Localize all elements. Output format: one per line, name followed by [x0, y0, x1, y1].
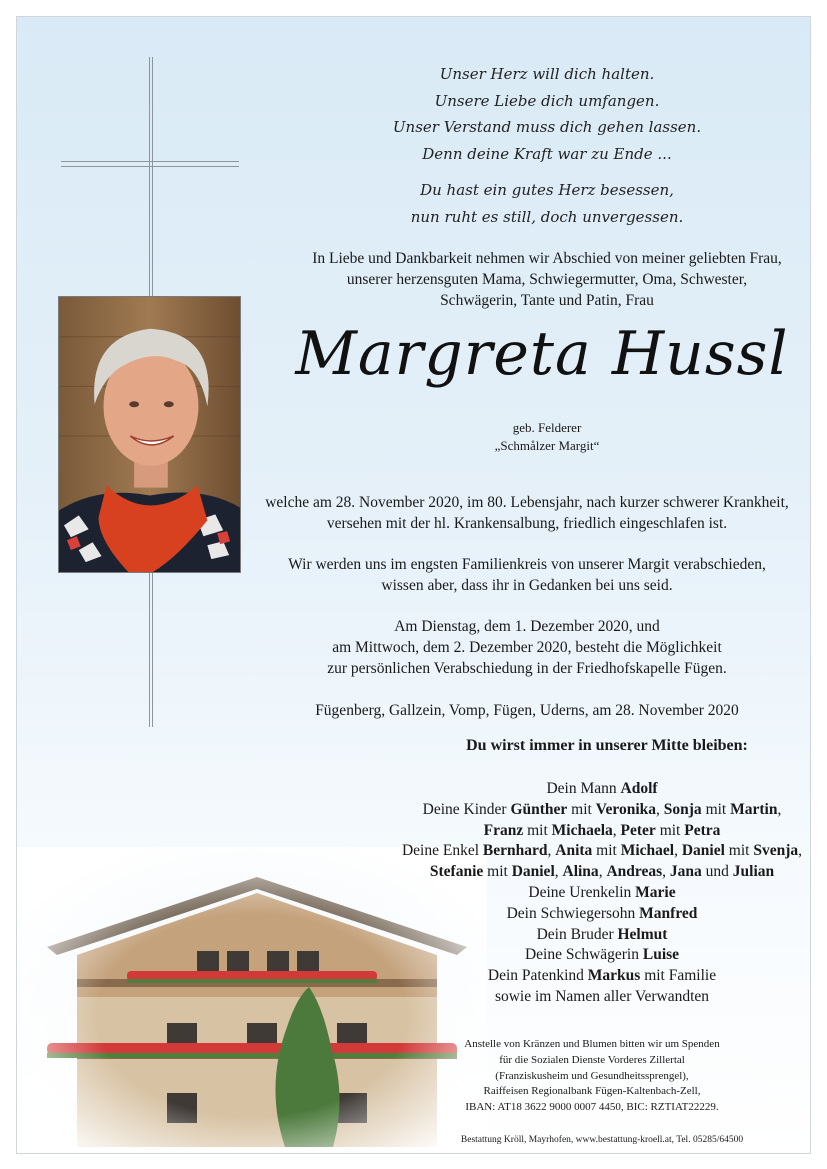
relation-text: Deine Enkel — [401, 842, 483, 860]
family-member-line — [382, 925, 811, 946]
relative-name: Martin — [730, 800, 778, 818]
family-member-line — [382, 862, 811, 883]
relation-text: mit — [483, 863, 512, 881]
relative-name: Petra — [684, 821, 721, 839]
funeral-home-footer: Bestattung Kröll, Mayrhofen, www.bestattung-kroell.at, Tel. 05285/64500 — [460, 1135, 744, 1145]
relative-name: Daniel — [511, 863, 555, 881]
relative-name: Franz — [483, 821, 524, 839]
relative-name: Luise — [642, 946, 680, 964]
intro-line: Schwägerin, Tante und Patin, Frau — [440, 292, 654, 309]
poem-line: nun ruht es still, doch unvergessen. — [410, 207, 684, 226]
family-member-line — [382, 841, 811, 862]
relative-name: Daniel — [681, 842, 725, 860]
memorial-poem — [317, 61, 777, 230]
birth-name: geb. Felderer — [512, 420, 582, 435]
birth-info — [417, 419, 677, 455]
relation-text: Deine Kinder — [422, 800, 511, 818]
relation-text: Dein Bruder — [536, 925, 618, 943]
death-notice-line: welche am 28. November 2020, im 80. Lebensjahr, nach kurzer schwerer Krankheit, — [265, 494, 789, 511]
relative-name: Michaela — [551, 821, 613, 839]
relative-name: Helmut — [617, 925, 668, 943]
relative-name: Adolf — [620, 780, 658, 797]
donation-line: Raiffeisen Regionalbank Fügen-Kaltenbach-Zell, — [483, 1085, 701, 1098]
relation-text: , — [798, 842, 802, 860]
relation-text: , — [547, 842, 556, 860]
relation-text: mit — [701, 800, 731, 818]
relation-text: , — [777, 800, 782, 818]
relative-name: Manfred — [639, 904, 698, 922]
family-member-line — [382, 800, 811, 821]
poem-line: Denn deine Kraft war zu Ende ... — [422, 144, 672, 163]
relative-name: Stefanie — [429, 863, 484, 881]
poem-line: Unser Herz will dich halten. — [439, 65, 655, 83]
relative-name: Markus — [587, 967, 641, 985]
relative-name: Veronika — [595, 800, 657, 818]
poem-line: Du hast ein gutes Herz besessen, — [420, 181, 674, 199]
viewing-line: zur persönlichen Verabschiedung in der Friedhofskapelle Fügen. — [327, 660, 727, 677]
death-notice — [257, 492, 797, 534]
relation-text: mit — [567, 800, 596, 818]
deceased-name: Margreta Hussl — [295, 319, 789, 389]
family-member-line — [382, 987, 811, 1008]
farewell-line: Wir werden uns im engsten Familienkreis von unserer Margit verabschieden, — [288, 556, 766, 573]
donation-line: (Franziskusheim und Gesundheitssprengel), — [495, 1069, 689, 1082]
obituary-card — [16, 16, 811, 1154]
donation-line: Anstelle von Kränzen und Blumen bitten wir um Spenden — [464, 1038, 720, 1050]
relation-text: , — [656, 800, 664, 818]
relation-text: Dein Schwiegersohn — [506, 904, 640, 922]
relative-name: Andreas — [606, 863, 663, 881]
relation-text: mit — [724, 842, 754, 860]
relative-name: Michael — [620, 842, 675, 860]
family-member-line — [382, 904, 811, 925]
relation-text: , — [674, 842, 682, 860]
poem-line: Unser Verstand muss dich gehen lassen. — [392, 118, 702, 136]
relation-text: , — [662, 863, 670, 881]
relation-text: Dein Patenkind — [487, 967, 588, 985]
relative-name: Marie — [635, 883, 676, 901]
relation-text: Dein Mann — [546, 780, 621, 797]
cross-horizontal-beam — [61, 161, 239, 167]
intro-line: In Liebe und Dankbarkeit nehmen wir Abschied von meiner geliebten Frau, — [312, 250, 782, 267]
relative-name: Jana — [669, 863, 702, 881]
relation-text: , — [612, 821, 621, 839]
donation-notice — [417, 1037, 767, 1116]
donation-line: für die Sozialen Dienste Vorderes Zillertal — [499, 1053, 685, 1066]
relation-text: Deine Urenkelin — [528, 883, 636, 901]
farewell-line: wissen aber, dass ihr in Gedanken bei uns seid. — [381, 577, 673, 594]
relative-name: Alina — [562, 863, 599, 881]
relation-text: und — [701, 863, 733, 881]
viewing-line: Am Dienstag, dem 1. Dezember 2020, und — [394, 618, 660, 635]
family-member-line — [382, 945, 811, 966]
motto: Du wirst immer in unserer Mitte bleiben: — [466, 737, 748, 754]
relative-name: Julian — [732, 863, 775, 881]
nickname: „Schmålzer Margit“ — [494, 438, 600, 453]
relation-text: , — [598, 863, 607, 881]
relative-name: Anita — [555, 842, 593, 860]
donation-line: IBAN: AT18 3622 9000 0007 4450, BIC: RZTIAT22229. — [465, 1101, 719, 1114]
relative-name: Peter — [620, 821, 656, 839]
relation-text: sowie im Namen aller Verwandten — [494, 987, 710, 1005]
relation-text: , — [554, 863, 563, 881]
relation-text: mit — [655, 821, 685, 839]
intro-line: unserer herzensguten Mama, Schwiegermutter, Oma, Schwester, — [346, 271, 748, 288]
relative-name: Günther — [510, 800, 568, 818]
family-member-line — [382, 821, 811, 842]
family-member-line — [382, 779, 811, 800]
death-notice-line: versehen mit der hl. Krankensalbung, friedlich eingeschlafen ist. — [326, 515, 728, 532]
viewing-notice — [257, 616, 797, 679]
relative-name: Sonja — [663, 800, 702, 818]
family-list — [382, 779, 811, 1008]
place-date: Fügenberg, Gallzein, Vomp, Fügen, Uderns, am 28. November 2020 — [315, 702, 739, 719]
relative-name: Bernhard — [482, 842, 548, 860]
farewell-notice — [257, 554, 797, 596]
portrait-photo — [58, 296, 241, 573]
viewing-line: am Mittwoch, dem 2. Dezember 2020, besteht die Möglichkeit — [332, 639, 722, 656]
family-member-line — [382, 883, 811, 904]
intro-text — [297, 248, 797, 311]
family-member-line — [382, 966, 811, 987]
poem-line: Unsere Liebe dich umfangen. — [434, 91, 660, 110]
relation-text: Deine Schwägerin — [524, 946, 643, 964]
relation-text: mit — [523, 821, 552, 839]
relative-name: Svenja — [753, 842, 799, 860]
relation-text: mit — [592, 842, 621, 860]
relation-text: mit Familie — [640, 967, 717, 985]
